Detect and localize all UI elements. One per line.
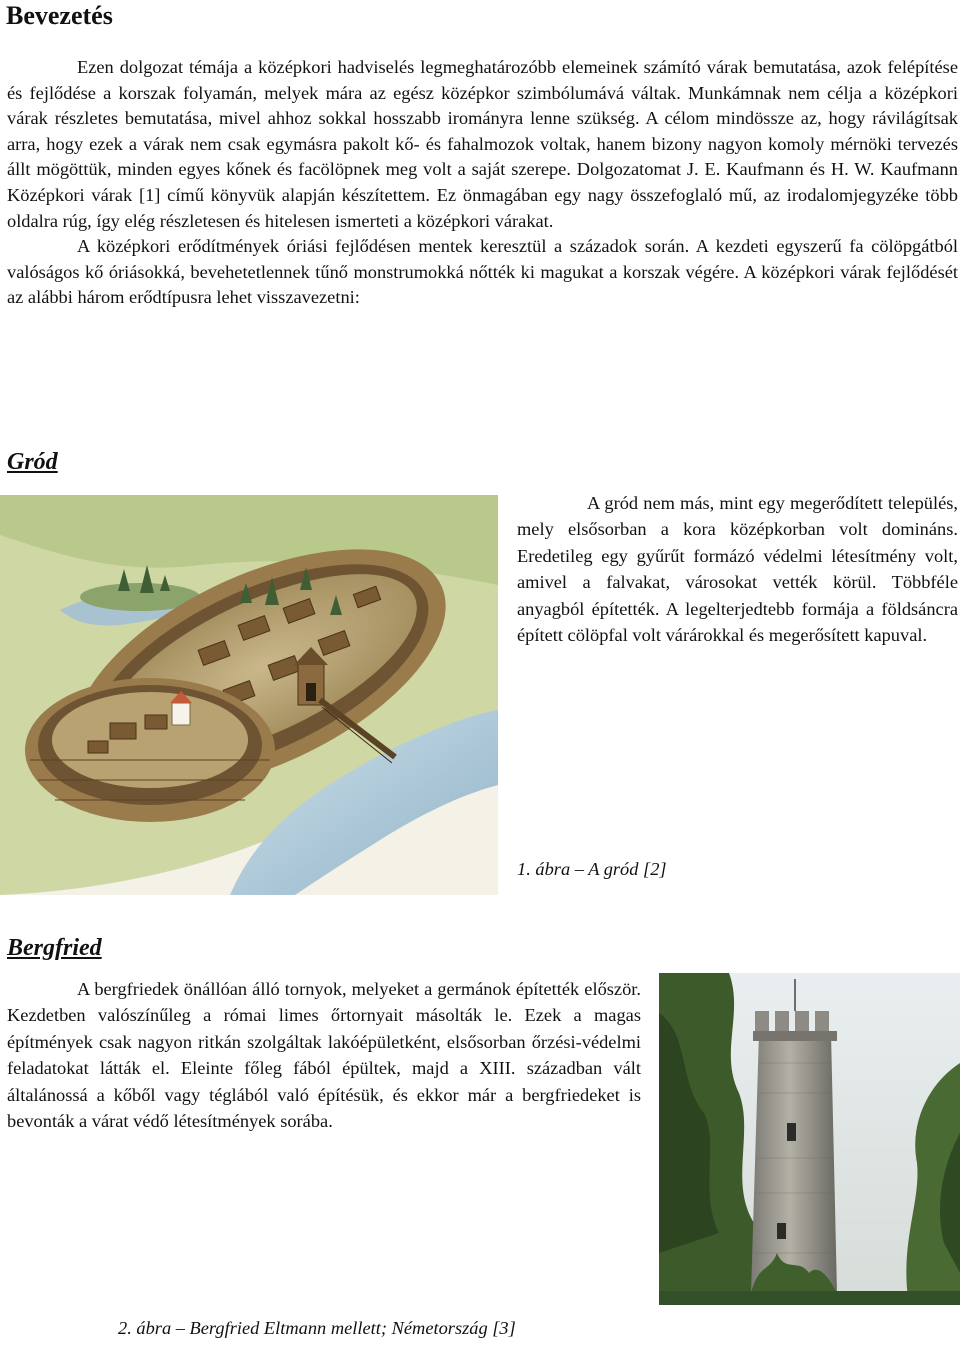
figure-2-caption: 2. ábra – Bergfried Eltmann mellett; Németország [3] — [118, 1318, 516, 1338]
grod-description: A gród nem más, mint egy megerődített település, mely elsősorban a kora középkorban volt domináns. Eredetileg egy gyűrűt formázó védelmi létesítmény volt, amivel a falvakat, városokat vették körül. Többféle anyagból építették. A legelterjedtebb formája a földsáncra épített cölöpfal volt várárokkal és megerősített kapuval. — [517, 493, 958, 646]
section-heading-bergfried: Bergfried — [7, 935, 102, 961]
intro-paragraph: Ezen dolgozat témája a középkori hadviselés legmeghatározóbb elemeinek számító várak bemutatása, azok felépítése és fejlődése a korszak folyamán, melyek mára az egész középkor szimbólumává váltak. Munkámnak nem célja a középkori várak részletes bemutatása, mivel ahhoz sokkal hosszabb irományra lenne szükség. A célom mindössze az, hogy rávilágítsak arra, hogy ezek a várak nem csak egymásra pakolt kő- és fahalmozok voltak, hanem bizony nagyon komoly mérnöki tervezés állt mögöttük, minden egyes kőnek és facölöpnek meg volt a saját szerepe. Dolgozatomat J. E. Kaufmann és H. W. Kaufmann Középkori várak [1] című könyvük alapján készítettem. Ez önmagában egy nagy összefoglaló mű, az irodalomjegyzéke több oldalra rúg, így elég részletesen és hitelesen ismerteti a középkori várakat. — [7, 57, 958, 231]
intro-section — [7, 55, 958, 311]
bergfried-photo — [659, 973, 960, 1305]
figure-1-caption: 1. ábra – A gród [2] — [517, 859, 667, 879]
bergfried-description: A bergfriedek önállóan álló tornyok, melyeket a germánok építették először. Kezdetben valószínűleg a római limes őrtornyait másolták le. Ezek a magas építmények csak nagyon ritkán szolgáltak lakóépületként, elsősorban őrzési-védelmi feladatokat látták el. Eleinte főleg fából épültek, majd a XIII. században vált általánossá a kőből vagy téglából való építésük, és ekkor már a bergfriedeket is bevonták a várat védő létesítmények sorába. — [7, 979, 641, 1132]
grod-illustration — [0, 495, 498, 895]
section-heading-grod: Gród — [7, 449, 58, 475]
intro-paragraph: A középkori erődítmények óriási fejlődésen mentek keresztül a századok során. A kezdeti egyszerű fa cölöpgátból valóságos kő óriásokká, bevehetetlennek tűnő monstrumokká nőtték ki magukat a korszak végére. A középkori várak fejlődését az alábbi három erődtípusra lehet visszavezetni: — [7, 236, 958, 308]
page-title: Bevezetés — [6, 1, 113, 30]
